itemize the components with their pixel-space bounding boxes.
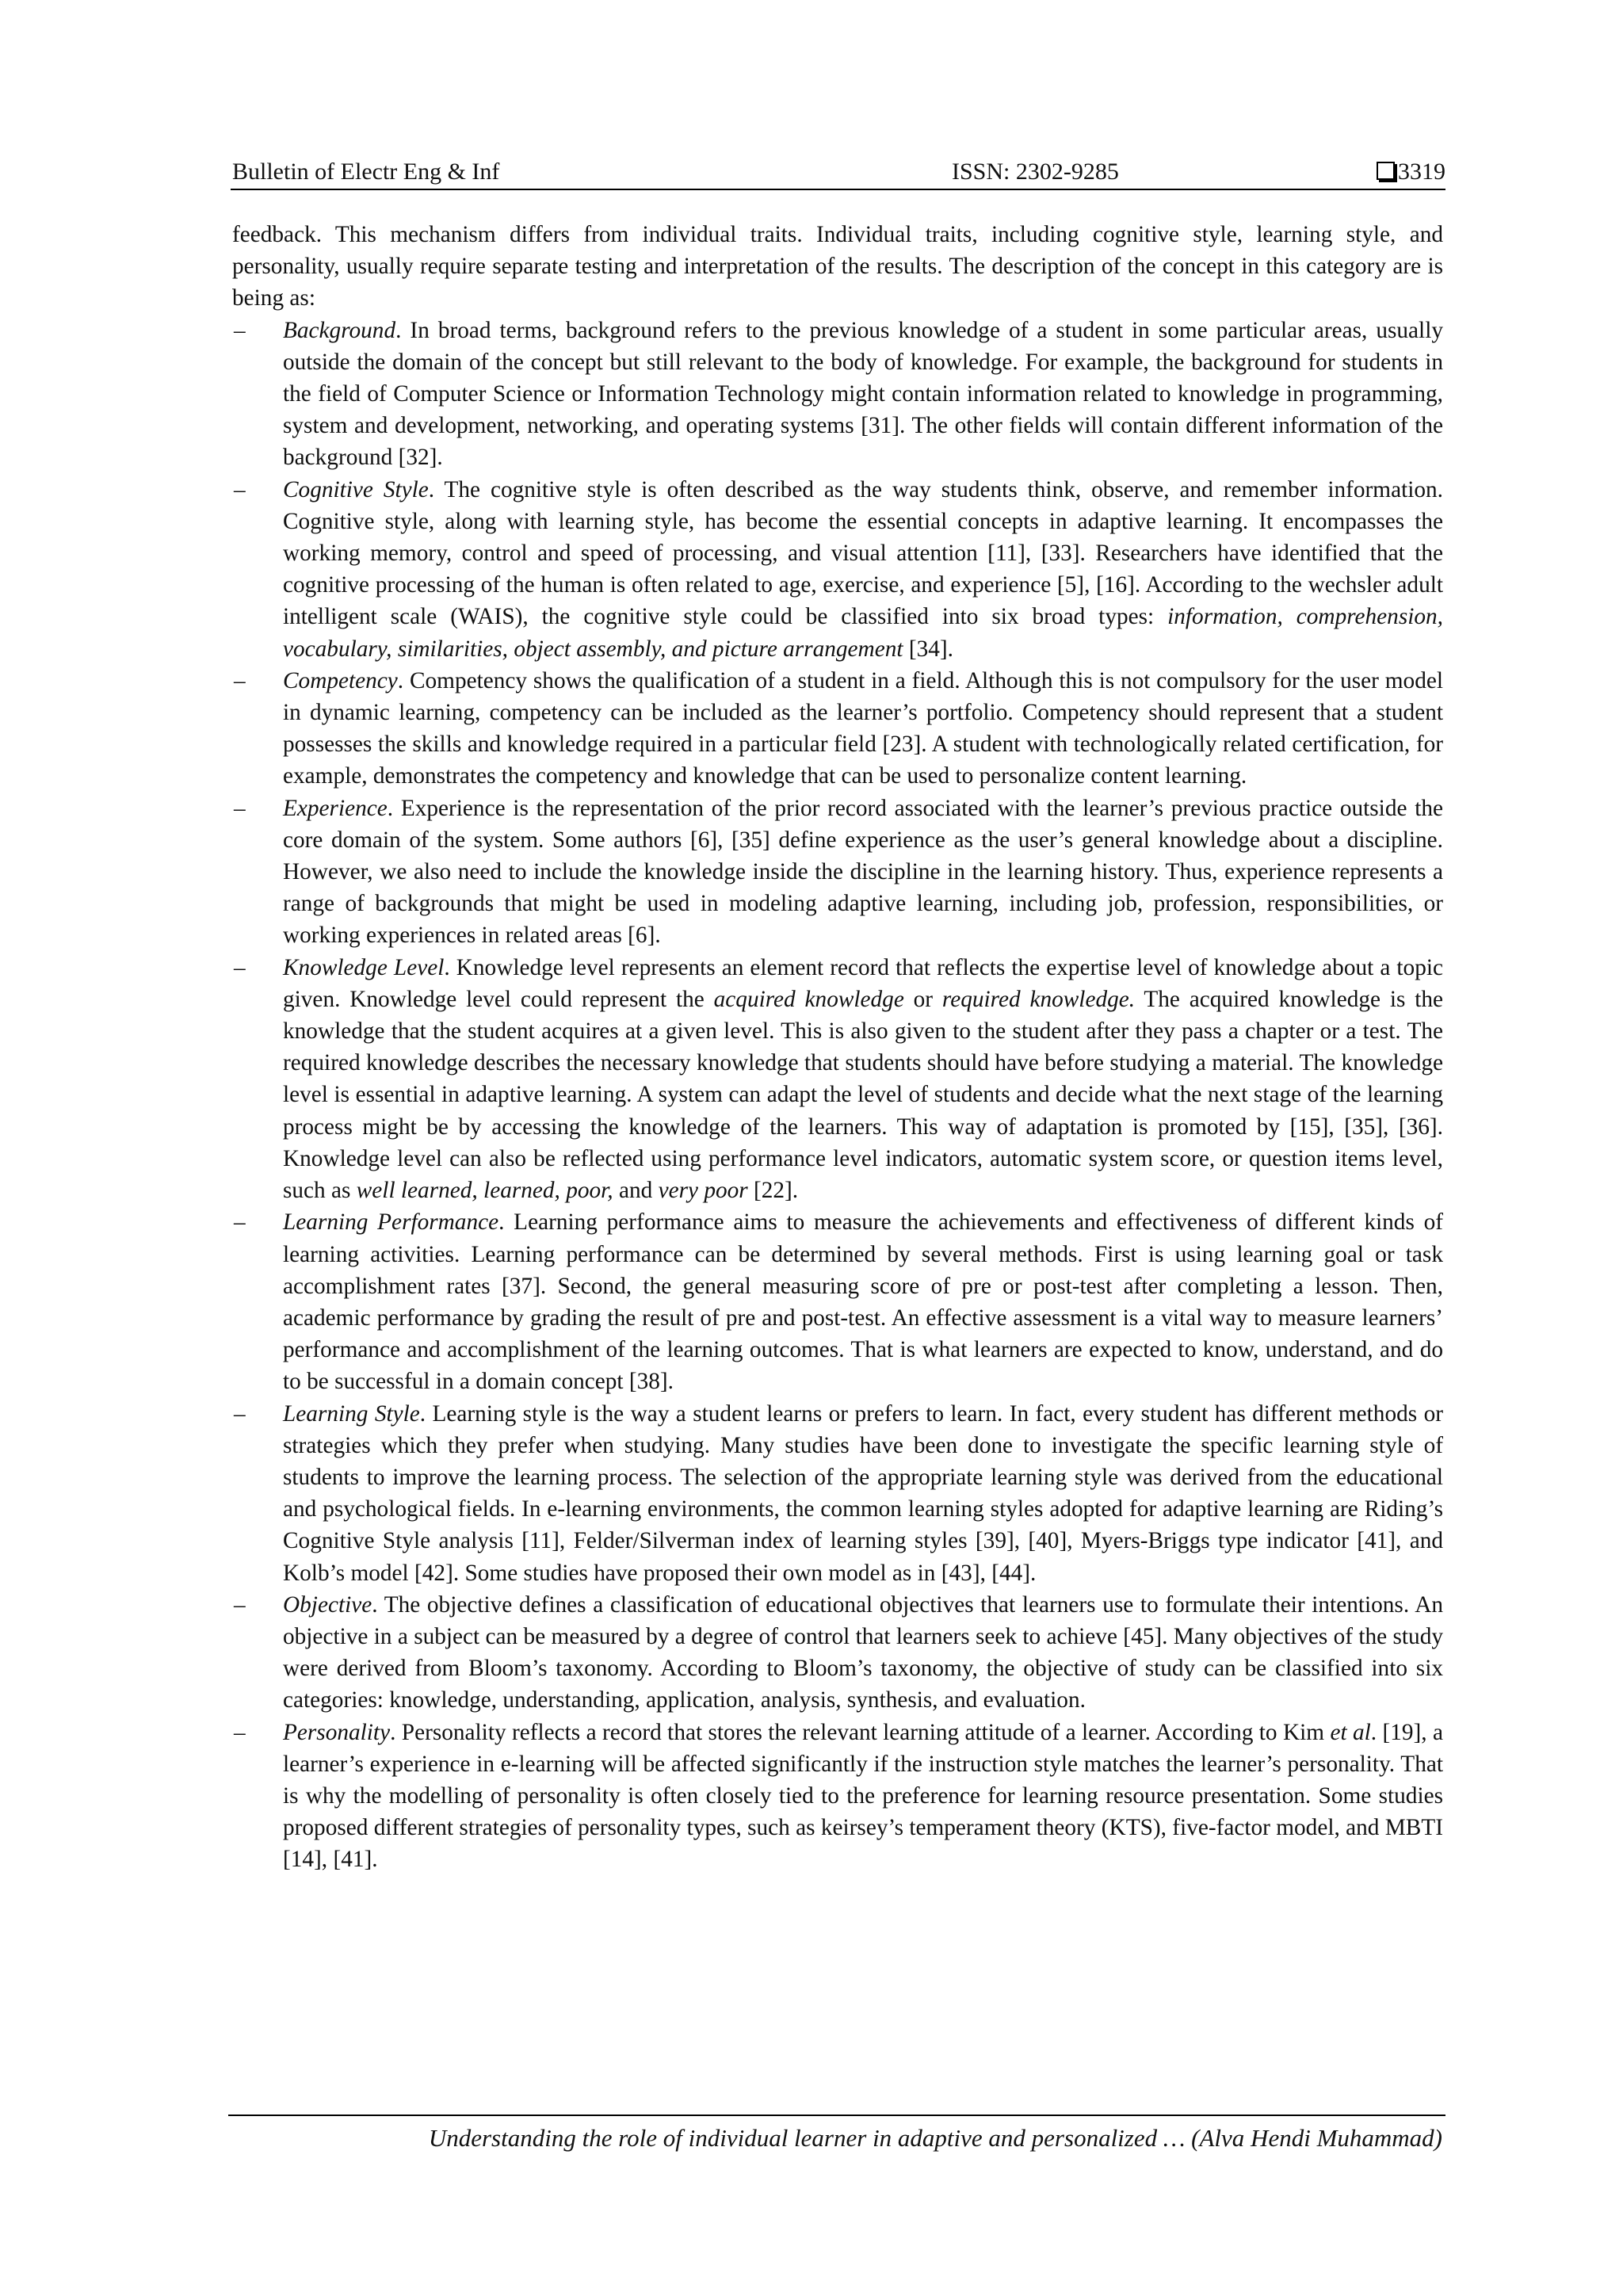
list-item-text: . Knowledge level represents an element record that reflects the expertise level of knowledge about a topic given. Knowledge level could represent the: [283, 954, 1443, 1012]
list-item-text: . Learning style is the way a student learns or prefers to learn. In fact, every student has different methods or strategies which they prefer when studying. Many studies have been done to investigate the specific learning style of students to improve the learning process. The selection of the appropriate learning style was derived from the educational and psychological fields. In e-learning environments, the common learning styles adopted for adaptive learning are Riding’s Cognitive Style analysis [11], Felder/Silverman index of learning styles [39], [40], Myers-Briggs type indicator [41], and Kolb’s model [42]. Some studies have proposed their own model as in [43], [44].: [283, 1400, 1443, 1586]
footer-rule: [228, 2115, 1445, 2116]
list-item-term: Learning Style: [283, 1400, 420, 1427]
list-item-term: Cognitive Style: [283, 476, 429, 502]
list-item-term: Learning Performance: [283, 1209, 499, 1236]
list-item-text: well learned, learned, poor,: [356, 1178, 613, 1204]
list-item-text: The acquired knowledge is the knowledge that the student acquires at a given level. This is also given to the student after they pass a chapter or a test. The required knowledge describes the necessary knowledge that students should have before studying a material. The knowledge level is essential in adaptive learning. A system can adapt the level of students and decide what the next stage of the learning process might be by accessing the knowledge of the learners. This way of adaptation is promoted by [15], [35], [36]. Knowledge level can also be reflected using performance level indicators, automatic system score, or question items level, such as: [283, 986, 1443, 1204]
list-item: [232, 665, 1443, 793]
list-item-text: . Experience is the representation of the prior record associated with the learner’s previous practice outside the core domain of the system. Some authors [6], [35] define experience as the user’s general knowledge about a discipline. However, we also need to include the knowledge inside the discipline in the learning history. Thus, experience represents a range of backgrounds that might be used in modeling adaptive learning, including job, profession, responsibilities, or working experiences in related areas [6].: [283, 795, 1443, 949]
dash-bullet: –: [234, 1400, 246, 1427]
dash-bullet: –: [234, 476, 246, 502]
list-item-text: or: [903, 986, 942, 1012]
issn: ISSN: 2302-9285: [952, 159, 1119, 185]
dash-bullet: –: [234, 1719, 246, 1745]
list-item: [232, 793, 1443, 952]
list-item-text: et al: [1330, 1719, 1371, 1745]
dash-bullet: –: [234, 317, 246, 343]
list-item-text: . The cognitive style is often described as the way students think, observe, and remember information. Cognitive style, along with learning style, has become the essential concepts in adaptive learning. It encompasses the working memory, control and speed of processing, and visual attention [11], [33]. Researchers have identified that the cognitive processing of the human is often related to age, exercise, and experience [5], [16]. According to the wechsler adult intelligent scale (WAIS), the cognitive style could be classified into six broad types:: [283, 476, 1443, 630]
list-item-text: . Learning performance aims to measure the achievements and effectiveness of different kinds of learning activities. Learning performance can be determined by several methods. First is using learning goal or task accomplishment rates [37]. Second, the general measuring score of pre or post-test after completing a lesson. Then, academic performance by grading the result of pre and post-test. An effective assessment is a vital way to measure learners’ performance and accomplishment of the learning outcomes. That is what learners are expected to know, understand, and do to be successful in a domain concept [38].: [283, 1209, 1443, 1395]
list-item-text: . Competency shows the qualification of a student in a field. Although this is not compulsory for the user model in dynamic learning, competency can be included as the learner’s portfolio. Competency should represent that a student possesses the skills and knowledge required in a particular field [23]. A student with technologically related certification, for example, demonstrates the competency and knowledge that can be used to personalize content learning.: [283, 667, 1443, 789]
list-item-term: Experience: [283, 795, 388, 821]
list-item: [232, 1589, 1443, 1717]
body-text: [232, 219, 1443, 1876]
list-item-term: Background: [283, 317, 396, 343]
list-item-text: . Personality reflects a record that stores the relevant learning attitude of a learner. According to Kim: [390, 1719, 1331, 1745]
list-item-term: Competency: [283, 667, 398, 693]
list-item-term: Knowledge Level: [283, 954, 445, 980]
dash-bullet: –: [234, 1209, 246, 1236]
page-number-block: [1377, 155, 1445, 189]
list-item: [232, 1398, 1443, 1589]
concept-list: [232, 315, 1443, 1876]
list-item-text: . In broad terms, background refers to the previous knowledge of a student in some particular areas, usually outside the domain of the concept but still relevant to the body of knowledge. For example, the background for students in the field of Computer Science or Information Technology might contain information related to knowledge in programming, system and development, networking, and operating systems [31]. The other fields will contain different information of the background [32].: [283, 317, 1443, 471]
list-item: [232, 1206, 1443, 1397]
list-item-text: required knowledge.: [941, 986, 1136, 1012]
list-item-text: information, comprehension, vocabulary, similarities, object assembly, and picture arrangement: [283, 604, 1443, 662]
list-item-term: Personality: [283, 1719, 391, 1745]
list-item-term: Objective: [283, 1591, 372, 1618]
dash-bullet: –: [234, 954, 246, 980]
list-item-text: acquired knowledge: [713, 986, 904, 1012]
dash-bullet: –: [234, 1591, 246, 1618]
list-item-text: . The objective defines a classification of educational objectives that learners use to formulate their intentions. An objective in a subject can be measured by a degree of control that learners seek to achieve [45]. Many objectives of the study were derived from Bloom’s taxonomy. According to Bloom’s taxonomy, the objective of study can be classified into six categories: knowledge, understanding, application, analysis, synthesis, and evaluation.: [283, 1591, 1443, 1713]
list-item-text: [34].: [903, 636, 953, 662]
journal-title: Bulletin of Electr Eng & Inf: [232, 159, 500, 185]
square-icon: [1377, 162, 1395, 180]
list-item-text: . [19], a learner’s experience in e-learning will be affected significantly if the instruction style matches the learner’s personality. That is why the modelling of personality is often closely tied to the preference for learning resource presentation. Some studies proposed different strategies of personality types, such as keirsey’s temperament theory (KTS), five-factor model, and MBTI [14], [41].: [283, 1719, 1444, 1873]
intro-paragraph: feedback. This mechanism differs from individual traits. Individual traits, including cognitive style, learning style, and personality, usually require separate testing and interpretation of the results. The description of the concept in this category are is being as:: [232, 222, 1443, 311]
list-item: [232, 952, 1443, 1207]
list-item: [232, 1717, 1443, 1876]
dash-bullet: –: [234, 667, 246, 693]
list-item-text: very poor: [658, 1178, 748, 1204]
list-item-text: [22].: [747, 1178, 799, 1204]
list-item: [232, 474, 1443, 665]
list-item-text: and: [613, 1178, 659, 1204]
page-number: 3319: [1398, 159, 1445, 185]
list-item: [232, 315, 1443, 474]
running-header: [231, 155, 1445, 190]
running-footer: Understanding the role of individual learner in adaptive and personalized … (Alva Hendi Muhammad): [428, 2124, 1442, 2152]
dash-bullet: –: [234, 795, 246, 821]
